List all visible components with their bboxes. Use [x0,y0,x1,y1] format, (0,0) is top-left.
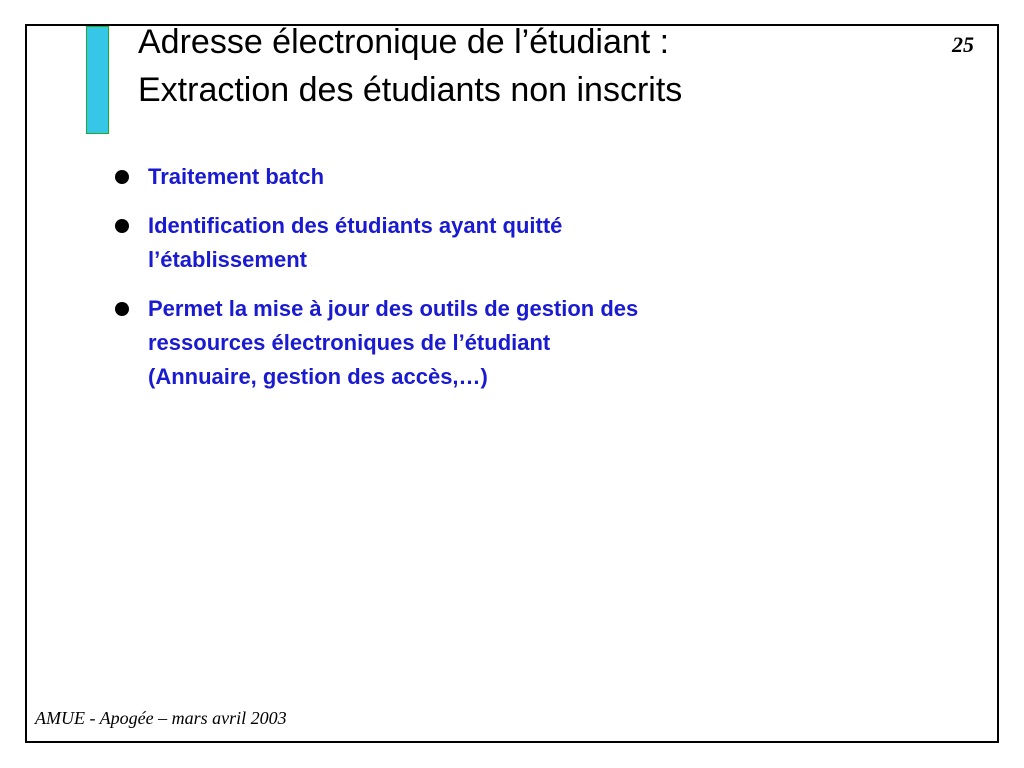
bullet-dot-icon [115,170,129,184]
bullet-dot-icon [115,302,129,316]
bullet-item [113,292,813,394]
bullet-item [113,209,813,277]
bullet-list [113,160,813,409]
bullet-text: Traitement batch [148,164,325,189]
bullet-text: Identification des étudiants ayant quitté [148,213,563,238]
bullet-item [113,160,813,194]
bullet-text: Permet la mise à jour des outils de gestion des [148,296,639,321]
title-accent-bar [86,26,109,134]
slide-number: 25 [952,32,974,57]
slide-title: Adresse électronique de l’étudiant : [138,23,670,61]
bullet-dot-icon [115,219,129,233]
bullet-text: l’établissement [148,247,307,272]
slide-subtitle: Extraction des étudiants non inscrits [138,71,683,109]
slide-footer: AMUE - Apogée – mars avril 2003 [35,708,287,728]
bullet-text: ressources électroniques de l’étudiant [148,330,551,355]
bullet-text: (Annuaire, gestion des accès,…) [148,364,488,389]
